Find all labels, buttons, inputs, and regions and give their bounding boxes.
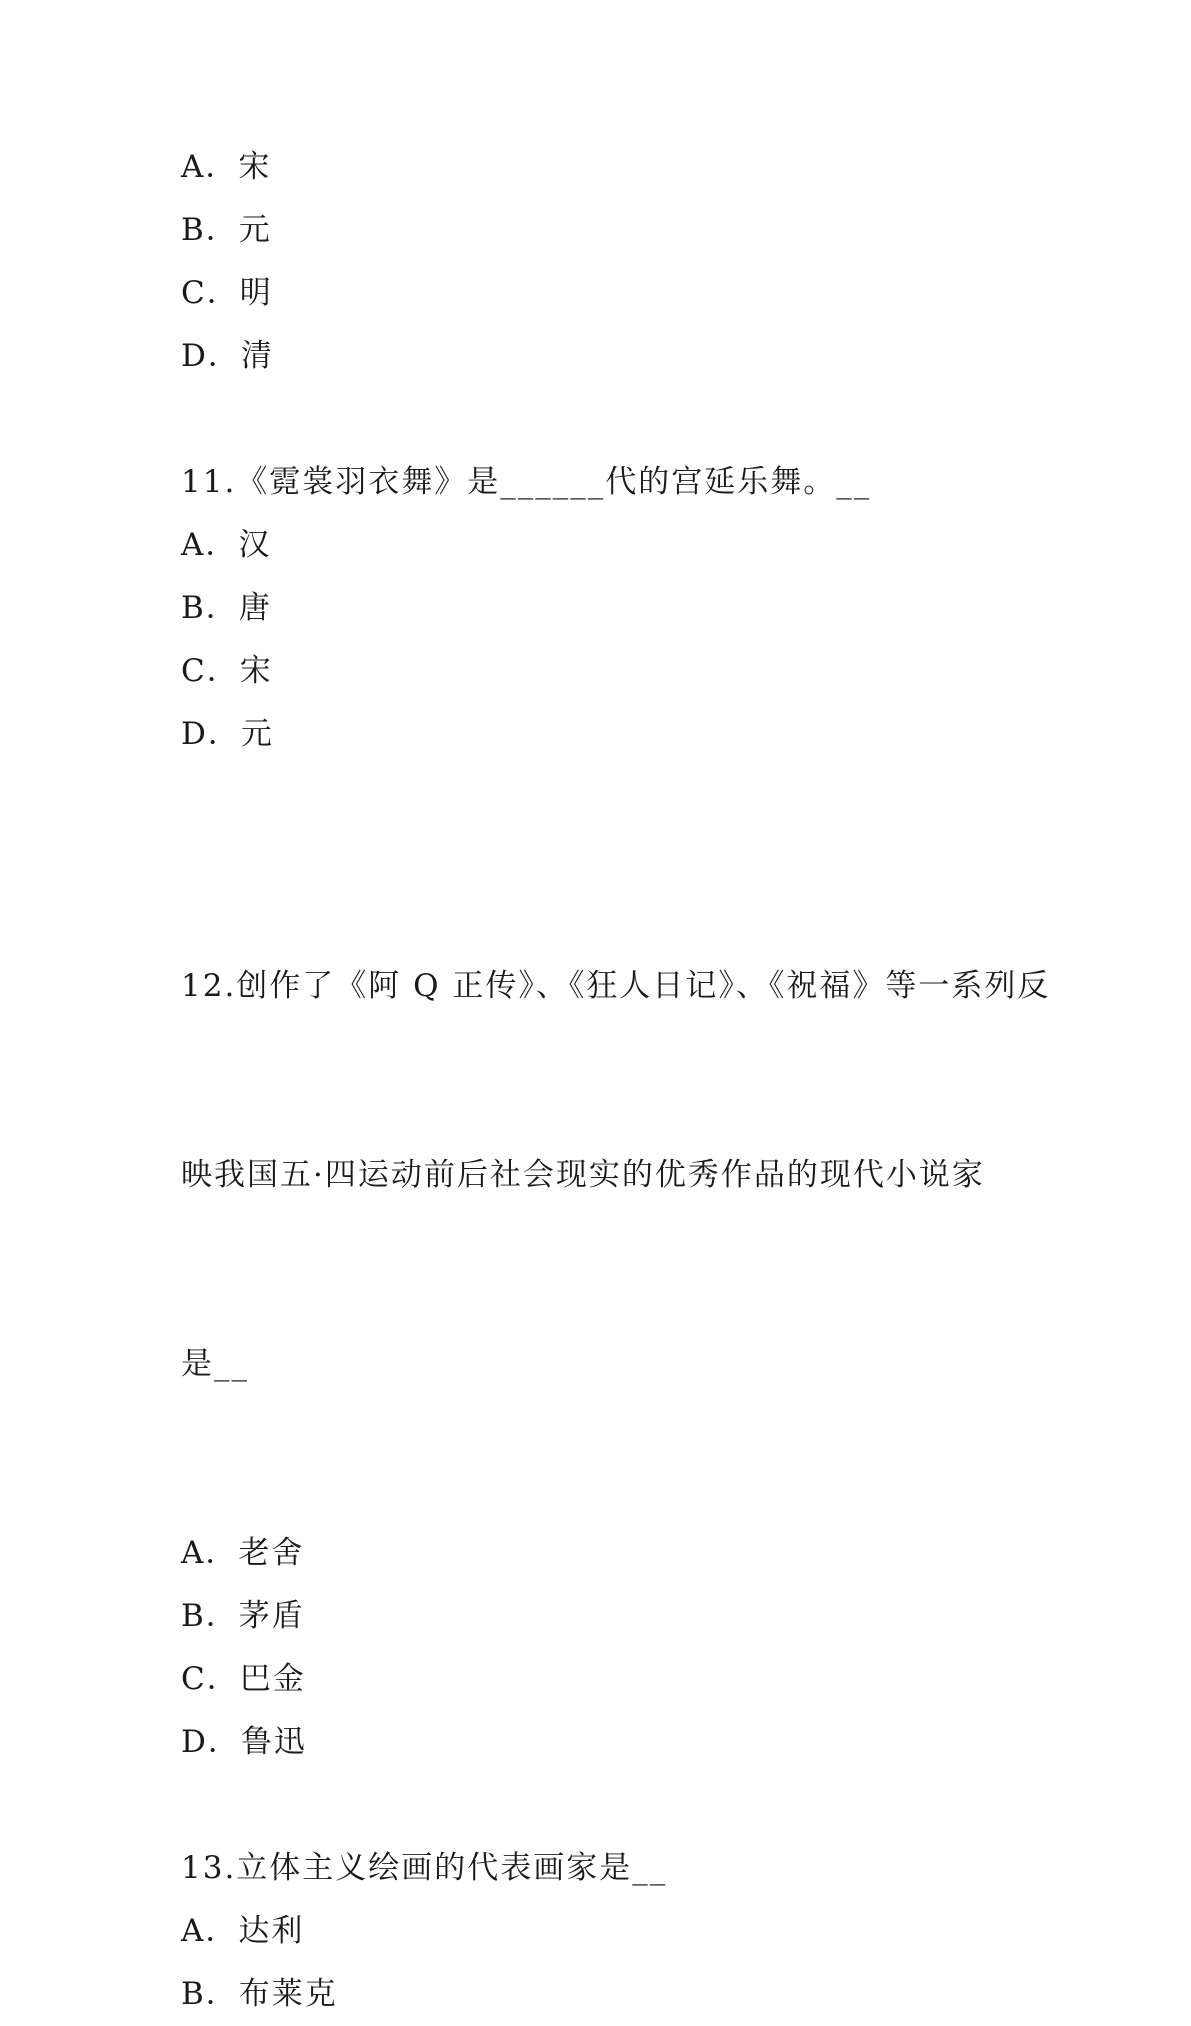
question-stem — [181, 829, 1051, 1522]
option-c: C．巴金 — [181, 1661, 306, 1697]
document-page — [181, 136, 1051, 2026]
option-a: A．老舍 — [181, 1535, 305, 1571]
option-b: B．唐 — [181, 590, 272, 626]
option-b: B．茅盾 — [181, 1598, 305, 1634]
option-b: B．布莱克 — [181, 1976, 338, 2012]
stem-line-2: 映我国五·四运动前后社会现实的优秀作品的现代小说家 — [181, 1157, 985, 1193]
option-a: A．达利 — [181, 1913, 305, 1949]
stem-line-1: 12.创作了《阿 Q 正传》、《狂人日记》、《祝福》等一系列反 — [181, 968, 1051, 1004]
question-11 — [181, 451, 1021, 766]
option-a: A．宋 — [181, 149, 272, 185]
question-10-options — [181, 136, 1021, 388]
option-d: D．元 — [181, 716, 274, 752]
question-stem: 11.《霓裳羽衣舞》是______代的宫延乐舞。__ — [181, 464, 872, 500]
question-stem: 13.立体主义绘画的代表画家是__ — [181, 1850, 668, 1886]
option-a: A．汉 — [181, 527, 272, 563]
question-12 — [181, 829, 1051, 1774]
option-b: B．元 — [181, 212, 272, 248]
option-c: C．明 — [181, 275, 273, 311]
spacer — [181, 388, 1021, 451]
option-d: D．清 — [181, 338, 274, 374]
option-d: D．鲁迅 — [181, 1724, 307, 1760]
stem-line-3: 是__ — [181, 1346, 249, 1382]
option-c: C．宋 — [181, 653, 273, 689]
spacer — [181, 766, 1021, 829]
question-13 — [181, 1837, 1021, 2026]
spacer — [181, 1774, 1021, 1837]
